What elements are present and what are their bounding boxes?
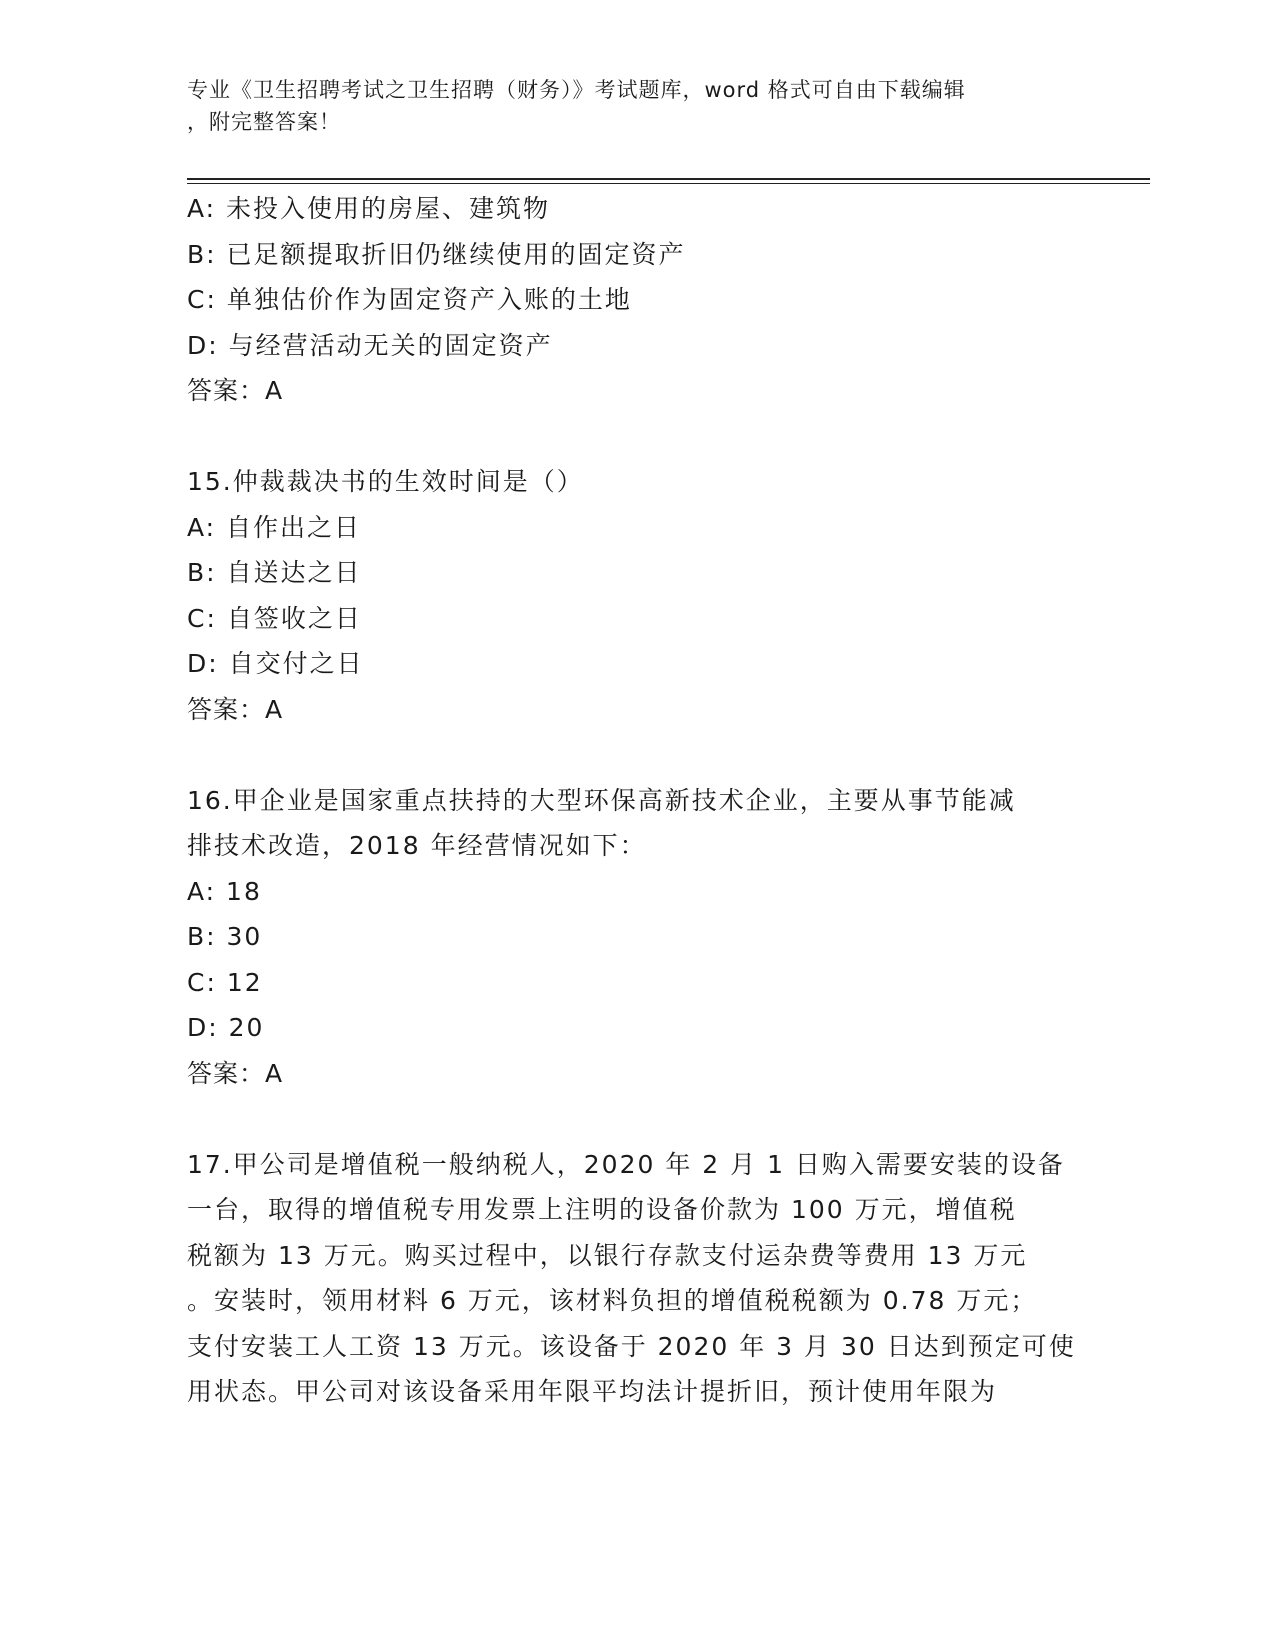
option-d: D: 自交付之日 xyxy=(187,649,364,678)
question-14 xyxy=(187,186,1087,414)
answer: 答案：A xyxy=(187,1058,284,1088)
option-a: A: 18 xyxy=(187,876,262,906)
option-b: B: 已足额提取折旧仍继续使用的固定资产 xyxy=(187,239,686,269)
header-divider-thin xyxy=(187,183,1150,184)
question-stem: 15.仲裁裁决书的生效时间是（） xyxy=(187,467,584,496)
question-stem-line: 支付安装工人工资 13 万元。该设备于 2020 年 3 月 30 日达到预定可使 xyxy=(187,1331,1076,1361)
header-line-1: 专业《卫生招聘考试之卫生招聘（财务）》考试题库，word 格式可自由下载编辑 xyxy=(187,78,966,102)
answer: 答案：A xyxy=(187,694,284,724)
option-c: C: 12 xyxy=(187,967,263,997)
option-c: C: 自签收之日 xyxy=(187,603,362,633)
option-d: D: 20 xyxy=(187,1013,265,1042)
spacer xyxy=(187,414,1087,460)
document-header xyxy=(187,74,1067,138)
option-a: A: 未投入使用的房屋、建筑物 xyxy=(187,194,551,223)
option-a: A: 自作出之日 xyxy=(187,512,362,542)
question-stem-line: 。安装时，领用材料 6 万元，该材料负担的增值税税额为 0.78 万元； xyxy=(187,1286,1038,1315)
header-divider-thick xyxy=(187,178,1150,180)
question-stem-line: 用状态。甲公司对该设备采用年限平均法计提折旧，预计使用年限为 xyxy=(187,1377,998,1406)
question-stem-line: 一台，取得的增值税专用发票上注明的设备价款为 100 万元，增值税 xyxy=(187,1195,1017,1224)
question-stem-line: 17.甲公司是增值税一般纳税人，2020 年 2 月 1 日购入需要安装的设备 xyxy=(187,1149,1065,1179)
option-b: B: 自送达之日 xyxy=(187,558,362,587)
header-line-2: ，附完整答案！ xyxy=(187,110,341,134)
option-d: D: 与经营活动无关的固定资产 xyxy=(187,330,553,360)
question-16 xyxy=(187,778,1087,1097)
answer: 答案：A xyxy=(187,376,284,405)
option-b: B: 30 xyxy=(187,922,263,951)
question-15 xyxy=(187,459,1087,732)
question-stem-line: 税额为 13 万元。购买过程中，以银行存款支付运杂费等费用 13 万元 xyxy=(187,1240,1028,1270)
question-17 xyxy=(187,1142,1087,1415)
question-stem-line: 排技术改造，2018 年经营情况如下： xyxy=(187,831,647,860)
spacer xyxy=(187,1096,1087,1142)
question-stem-line: 16.甲企业是国家重点扶持的大型环保高新技术企业，主要从事节能减 xyxy=(187,785,1016,815)
question-content xyxy=(187,186,1087,1415)
option-c: C: 单独估价作为固定资产入账的土地 xyxy=(187,285,632,314)
spacer xyxy=(187,732,1087,778)
